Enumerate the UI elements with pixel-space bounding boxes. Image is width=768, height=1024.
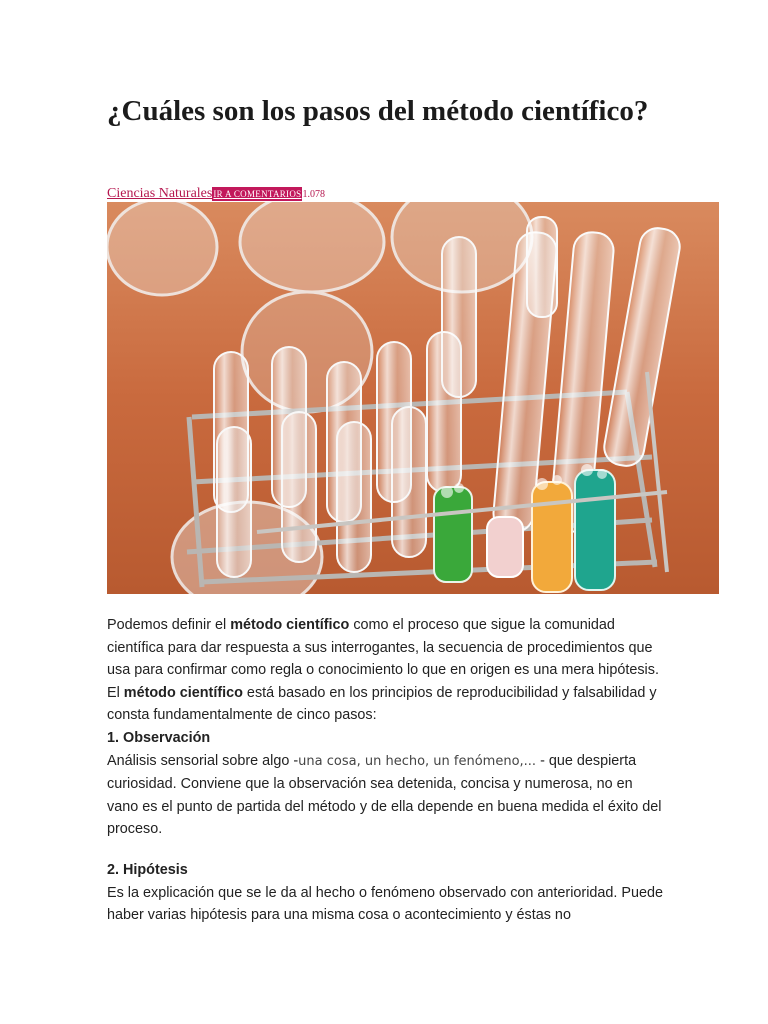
category-link[interactable]: Ciencias Naturales <box>107 186 213 201</box>
pink-liquid-tube <box>487 517 523 577</box>
step1-heading: 1. Observación <box>107 729 211 746</box>
intro-text-2: como el proceso que sigue la comunidad científica para dar respuesta a sus interrogantes, la secuencia de procedimientos que usa para confirmar como regla o conocimiento lo que en origen es una mera hipótesis. El <box>107 617 659 701</box>
intro-bold-2: método científico <box>123 684 243 701</box>
intro-text-1: Podemos definir el <box>107 617 231 633</box>
article-meta <box>107 184 325 202</box>
intro-text-3: está basado en los principios de reproducibilidad y falsabilidad y consta fundamentalmente de cinco pasos: <box>107 684 657 724</box>
intro-paragraph <box>107 614 667 727</box>
hero-image <box>107 202 719 594</box>
page-title: ¿Cuáles son los pasos del método científico? <box>107 95 649 127</box>
orange-liquid-tube <box>532 482 572 592</box>
article-body <box>107 614 667 927</box>
step2-heading: 2. Hipótesis <box>107 861 188 878</box>
intro-bold-1: método científico <box>230 617 350 633</box>
lab-test-tubes-photo <box>107 202 719 594</box>
step1-text-1: Análisis sensorial sobre algo - <box>107 752 299 769</box>
green-liquid-tube <box>434 487 472 582</box>
step2-paragraph: Es la explicación que se le da al hecho o fenómeno observado con anterioridad. Puede haber varias hipótesis para una misma cosa o acontecimiento y éstas no <box>107 884 664 924</box>
step1-text-2: una cosa, un hecho, un fenómeno,... <box>298 753 537 769</box>
section-spacer <box>107 841 667 859</box>
go-to-comments-button[interactable]: IR A COMENTARIOS <box>213 189 302 199</box>
teal-liquid-tube <box>575 470 615 590</box>
step1-text-3: - que despierta curiosidad. Conviene que la observación sea detenida, concisa y numerosa, no en vano es el punto de partida del método y de ella depende en buena medida el éxito del proceso. <box>107 752 662 838</box>
step1-paragraph <box>107 750 667 841</box>
view-count: 1.078 <box>302 189 325 200</box>
